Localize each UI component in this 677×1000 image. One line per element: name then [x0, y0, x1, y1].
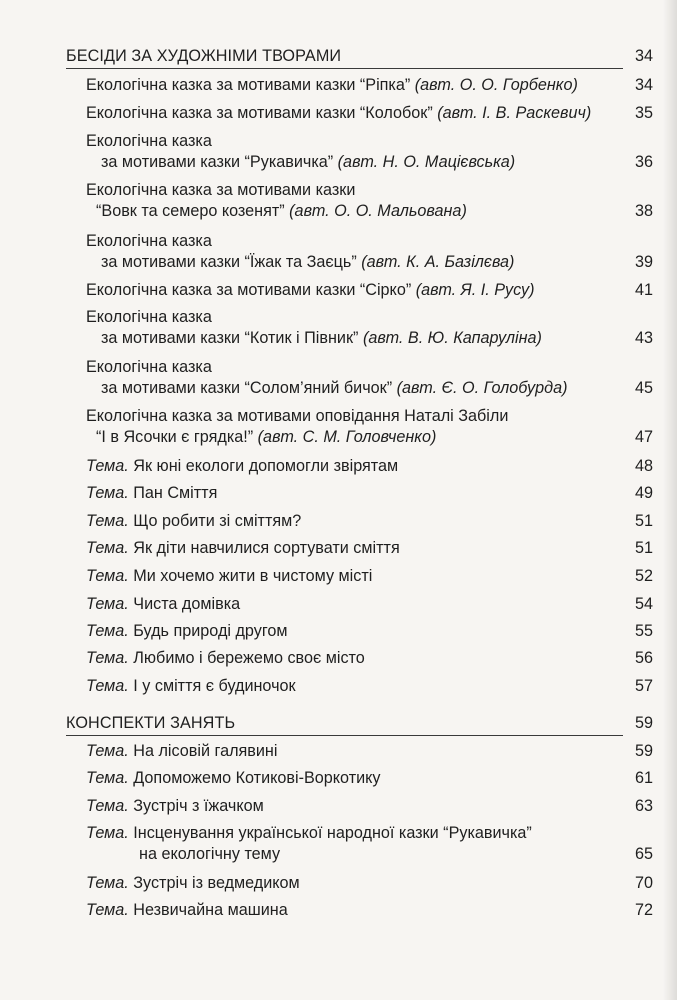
entry-title-cont: за мотивами казки “Їжак та Заєць”	[101, 253, 362, 271]
entry-prefix: Тема.	[86, 797, 129, 815]
entry-title: Екологічна казка за мотивами казки “Сірко”	[86, 281, 416, 299]
page-number: 54	[634, 595, 653, 613]
entry-prefix: Тема.	[86, 901, 129, 919]
page-number: 43	[634, 329, 653, 347]
entry-author: (авт. О. О. Мальована)	[289, 202, 467, 220]
section-title: КОНСПЕКТИ ЗАНЯТЬ	[66, 714, 236, 732]
page-number: 34	[634, 47, 653, 65]
page-number: 34	[634, 76, 653, 94]
entry-prefix: Тема.	[86, 742, 129, 760]
entry-title-cont: за мотивами казки “Рукавичка”	[101, 153, 338, 171]
page-number: 59	[634, 714, 653, 732]
page-number: 48	[634, 457, 653, 475]
entry-author: (авт. К. А. Базілєва)	[361, 253, 515, 271]
page-number: 47	[634, 428, 653, 446]
entry-title: Екологічна казка	[86, 308, 212, 326]
section-title: БЕСІДИ ЗА ХУДОЖНІМИ ТВОРАМИ	[66, 47, 342, 65]
entry-title: На лісовій галявині	[128, 742, 278, 760]
page-edge-shadow	[663, 0, 677, 1000]
entry-title: Екологічна казка	[86, 232, 212, 250]
page-number: 38	[634, 202, 653, 220]
entry-title: Що робити зі сміттям?	[128, 512, 302, 530]
page-number: 65	[634, 845, 653, 863]
entry-prefix: Тема.	[86, 649, 129, 667]
page-number: 51	[634, 512, 653, 530]
entry-author: (авт. Я. І. Русу)	[415, 281, 535, 299]
page-number: 52	[634, 567, 653, 585]
page-number: 55	[634, 622, 653, 640]
page-number: 39	[634, 253, 653, 271]
entry-title: Екологічна казка	[86, 358, 212, 376]
entry-author: (авт. Н. О. Мацієвська)	[337, 153, 516, 171]
entry-prefix: Тема.	[86, 622, 129, 640]
section-divider	[66, 735, 623, 736]
page-number: 70	[634, 874, 653, 892]
entry-title: Ми хочемо жити в чистому місті	[128, 567, 373, 585]
page-number: 56	[634, 649, 653, 667]
entry-prefix: Тема.	[86, 457, 129, 475]
page-number: 51	[634, 539, 653, 557]
entry-title: Зустріч з їжачком	[128, 797, 264, 815]
section-divider	[66, 68, 623, 69]
page-number: 59	[634, 742, 653, 760]
entry-title: Незвичайна машина	[128, 901, 288, 919]
entry-prefix: Тема.	[86, 484, 129, 502]
entry-title: Пан Сміття	[128, 484, 218, 502]
entry-title-cont: на екологічну тему	[139, 845, 281, 863]
entry-author: (авт. Є. О. Голобурда)	[396, 379, 568, 397]
page-number: 57	[634, 677, 653, 695]
entry-title: Чиста домівка	[128, 595, 241, 613]
entry-title: Інсценування української народної казки “Рукавичка”	[128, 824, 532, 842]
entry-title: Як діти навчилися сортувати сміття	[128, 539, 400, 557]
entry-title: Екологічна казка за мотивами казки “Ріпка”	[86, 76, 415, 94]
entry-title-cont: “І в Ясочки є грядка!”	[96, 428, 258, 446]
entry-prefix: Тема.	[86, 824, 129, 842]
entry-title-cont: “Вовк та семеро козенят”	[96, 202, 290, 220]
entry-title: Як юні екологи допомогли звірятам	[128, 457, 399, 475]
entry-title-cont: за мотивами казки “Котик і Півник”	[101, 329, 363, 347]
page-number: 36	[634, 153, 653, 171]
entry-title: Допоможемо Котикові-Воркотику	[128, 769, 381, 787]
entry-prefix: Тема.	[86, 677, 129, 695]
entry-prefix: Тема.	[86, 539, 129, 557]
page-number: 49	[634, 484, 653, 502]
page-number: 41	[634, 281, 653, 299]
page-number: 35	[634, 104, 653, 122]
entry-author: (авт. О. О. Горбенко)	[414, 76, 578, 94]
entry-author: (авт. В. Ю. Капаруліна)	[362, 329, 542, 347]
entry-title: Екологічна казка за мотивами оповідання Наталі Забіли	[86, 407, 509, 425]
entry-prefix: Тема.	[86, 769, 129, 787]
entry-prefix: Тема.	[86, 595, 129, 613]
entry-title: Екологічна казка за мотивами казки	[86, 181, 356, 199]
entry-prefix: Тема.	[86, 874, 129, 892]
page-number: 72	[634, 901, 653, 919]
entry-prefix: Тема.	[86, 567, 129, 585]
entry-prefix: Тема.	[86, 512, 129, 530]
entry-title: Будь природі другом	[128, 622, 288, 640]
entry-title: Зустріч із ведмедиком	[128, 874, 300, 892]
entry-title-cont: за мотивами казки “Солом’яний бичок”	[101, 379, 397, 397]
entry-title: Екологічна казка	[86, 132, 212, 150]
page-number: 63	[634, 797, 653, 815]
page-number: 45	[634, 379, 653, 397]
entry-title: Любимо і бережемо своє місто	[128, 649, 365, 667]
entry-title: І у сміття є будиночок	[128, 677, 296, 695]
entry-author: (авт. І. В. Раскевич)	[437, 104, 592, 122]
entry-title: Екологічна казка за мотивами казки “Колобок”	[86, 104, 438, 122]
page-number: 61	[634, 769, 653, 787]
entry-author: (авт. С. М. Головченко)	[257, 428, 437, 446]
